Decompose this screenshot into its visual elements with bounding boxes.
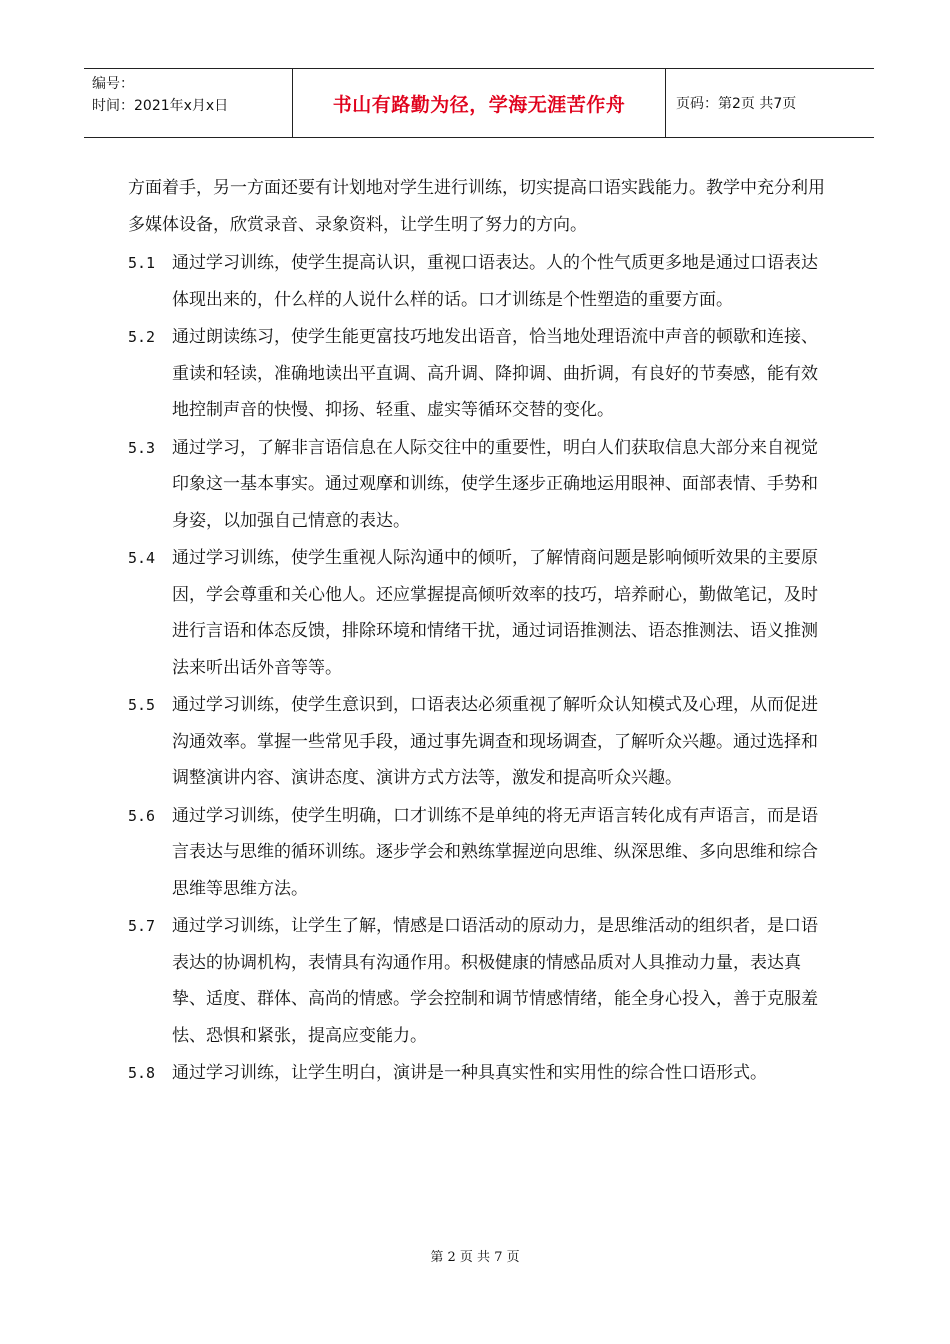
- number-label: 编号：: [92, 76, 134, 92]
- list-item: [128, 245, 834, 318]
- list-item: [128, 908, 834, 1054]
- header-page-info: 页码：第2页 共7页: [676, 96, 797, 112]
- list-item: [128, 798, 834, 908]
- list-item: [128, 687, 834, 797]
- item-number: 5.3: [128, 438, 156, 457]
- page-footer: 第 2 页 共 7 页: [430, 1250, 520, 1265]
- item-text: 通过学习，了解非言语信息在人际交往中的重要性，明白人们获取信息大部分来自视觉印象这一基本事实。通过观摩和训练，使学生逐步正确地运用眼神、面部表情、手势和身姿，以加强自己情意的表达。: [172, 437, 818, 531]
- document-body: [128, 170, 834, 1092]
- header-motto: 书山有路勤为径，学海无涯苦作舟: [293, 69, 666, 137]
- header-meta: [84, 69, 293, 137]
- intro-paragraph: 方面着手，另一方面还要有计划地对学生进行训练，切实提高口语实践能力。教学中充分利用多媒体设备，欣赏录音、录象资料，让学生明了努力的方向。: [128, 178, 825, 235]
- item-number: 5.2: [128, 328, 156, 346]
- item-number: 5.5: [128, 696, 156, 714]
- item-text: 通过学习训练，让学生了解，情感是口语活动的原动力，是思维活动的组织者，是口语表达的协调机构，表情具有沟通作用。积极健康的情感品质对人具推动力量，表达真挚、适度、群体、高尚的情感。学会控制和调节情感情绪，能全身心投入，善于克服羞怯、恐惧和紧张，提高应变能力。: [172, 916, 818, 1046]
- date-line: 时间：2021年x月x日: [92, 98, 229, 114]
- item-text: 通过学习训练，使学生重视人际沟通中的倾听，了解情商问题是影响倾听效果的主要原因，学会尊重和关心他人。还应掌握提高倾听效率的技巧，培养耐心，勤做笔记，及时进行言语和体态反馈，排除环境和情绪干扰，通过词语推测法、语态推测法、语义推测法来听出话外音等等。: [172, 548, 818, 678]
- list-item: [128, 430, 834, 540]
- item-text: 通过学习训练，使学生提高认识，重视口语表达。人的个性气质更多地是通过口语表达体现出来的，什么样的人说什么样的话。口才训练是个性塑造的重要方面。: [172, 253, 818, 310]
- item-number: 5.6: [128, 806, 156, 825]
- item-number: 5.8: [128, 1064, 156, 1082]
- item-text: 通过学习训练，让学生明白，演讲是一种具真实性和实用性的综合性口语形式。: [172, 1063, 767, 1083]
- item-number: 5.1: [128, 254, 156, 272]
- item-number: 5.7: [128, 917, 156, 935]
- item-text: 通过朗读练习，使学生能更富技巧地发出语音，恰当地处理语流中声音的顿歇和连接、重读和轻读，准确地读出平直调、高升调、降抑调、曲折调，有良好的节奏感，能有效地控制声音的快慢、抑扬、轻重、虚实等循环交替的变化。: [172, 327, 818, 420]
- item-number: 5.4: [128, 549, 156, 567]
- item-text: 通过学习训练，使学生明确，口才训练不是单纯的将无声语言转化成有声语言，而是语言表达与思维的循环训练。逐步学会和熟练掌握逆向思维、纵深思维、多向思维和综合思维等思维方法。: [172, 805, 818, 899]
- list-item: [128, 1055, 834, 1092]
- list-item: [128, 319, 834, 429]
- page-header: [84, 68, 874, 138]
- list-item: [128, 540, 834, 686]
- item-text: 通过学习训练，使学生意识到，口语表达必须重视了解听众认知模式及心理，从而促进沟通效率。掌握一些常见手段，通过事先调查和现场调查，了解听众兴趣。通过选择和调整演讲内容、演讲态度、演讲方式方法等，激发和提高听众兴趣。: [172, 695, 818, 788]
